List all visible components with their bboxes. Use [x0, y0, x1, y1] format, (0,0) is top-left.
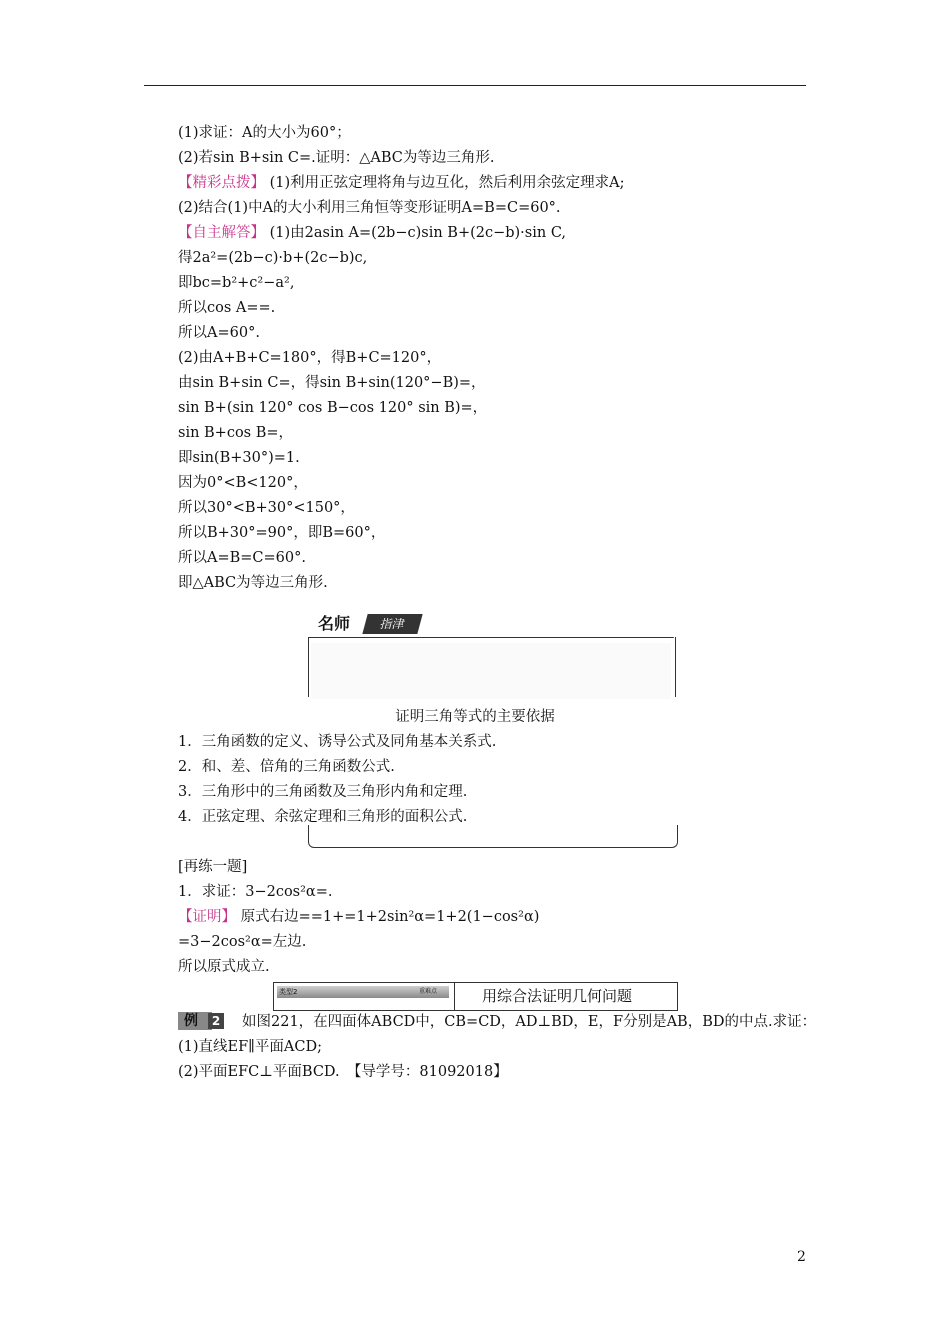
box-item: 2．和、差、倍角的三角函数公式. [178, 759, 395, 775]
proof-text: 原式右边==1+=1+2sin²α=1+2(1−cos²α) [240, 909, 540, 925]
practice-head: [再练一题] [178, 859, 248, 875]
type-banner [273, 982, 678, 1011]
text-line: (2)若sin B+sin C=.证明：△ABC为等边三角形. [178, 150, 495, 166]
text-line: 所以30°<B+30°<150°， [178, 500, 355, 516]
tip-line [178, 173, 625, 193]
solve-tag: 【自主解答】 [178, 225, 265, 241]
text-line: (2)由A+B+C=180°，得B+C=120°， [178, 350, 442, 366]
example-part-2: (2)平面EFC⊥平面BCD. 【导学号：81092018】 [178, 1064, 508, 1080]
tip-tag: 【精彩点拨】 [178, 175, 265, 191]
text-line: 所以A=60°. [178, 325, 260, 341]
text-line: 得2a²=(2b−c)·b+(2c−b)c, [178, 250, 368, 266]
example-part-1: (1)直线EF∥平面ACD; [178, 1039, 322, 1055]
practice-question: 1．求证：3−2cos²α=. [178, 884, 333, 900]
text-line: 所以A=B=C=60°. [178, 550, 306, 566]
teacher-tip-badge: 名师 指津 [318, 610, 430, 637]
text-line: 因为0°<B<120°， [178, 475, 308, 491]
text-line: (2)结合(1)中A的大小利用三角恒等变形证明A=B=C=60°. [178, 200, 561, 216]
example-badge: 例 2 [178, 1012, 226, 1030]
solve-text: (1)由2asin A=(2b−c)sin B+(2c−b)·sin C, [269, 225, 567, 241]
solve-line [178, 223, 566, 243]
tip-text: (1)利用正弦定理将角与边互化，然后利用余弦定理求A; [269, 175, 625, 191]
page-number: 2 [797, 1249, 806, 1265]
header-rule [144, 85, 806, 86]
type-label: 类型2 [279, 988, 298, 996]
proof-line-2: =3−2cos²α=左边. [178, 934, 307, 950]
text-line: 所以B+30°=90°，即B=60°， [178, 525, 386, 541]
type-title: 用综合法证明几何问题 [482, 987, 633, 1005]
proof-line [178, 907, 539, 927]
box-item: 3．三角形中的三角函数及三角形内角和定理. [178, 784, 468, 800]
text-line: sin B+(sin 120° cos B−cos 120° sin B)=， [178, 400, 488, 416]
type-label-2: 重难点 [419, 988, 438, 995]
text-line: 即△ABC为等边三角形. [178, 575, 328, 591]
proof-tag: 【证明】 [178, 909, 236, 925]
box-bottom-frame [308, 825, 678, 848]
proof-line-3: 所以原式成立. [178, 959, 270, 975]
box-item: 1．三角函数的定义、诱导公式及同角基本关系式. [178, 734, 497, 750]
text-line: 所以cos A==. [178, 300, 276, 316]
text-line: 即sin(B+30°)=1. [178, 450, 300, 466]
text-line: 由sin B+sin C=，得sin B+sin(120°−B)=， [178, 375, 486, 391]
text-line: sin B+cos B=， [178, 425, 294, 441]
text-line: 即bc=b²+c²−a², [178, 275, 295, 291]
teacher-tip-box [308, 610, 676, 698]
box-title: 证明三角等式的主要依据 [395, 709, 555, 725]
box-item: 4．正弦定理、余弦定理和三角形的面积公式. [178, 809, 468, 825]
example-text: 如图221，在四面体ABCD中，CB=CD，AD⊥BD，E，F分别是AB，BD的中点.求证： [242, 1014, 817, 1030]
text-line: (1)求证：A的大小为60°； [178, 125, 351, 141]
